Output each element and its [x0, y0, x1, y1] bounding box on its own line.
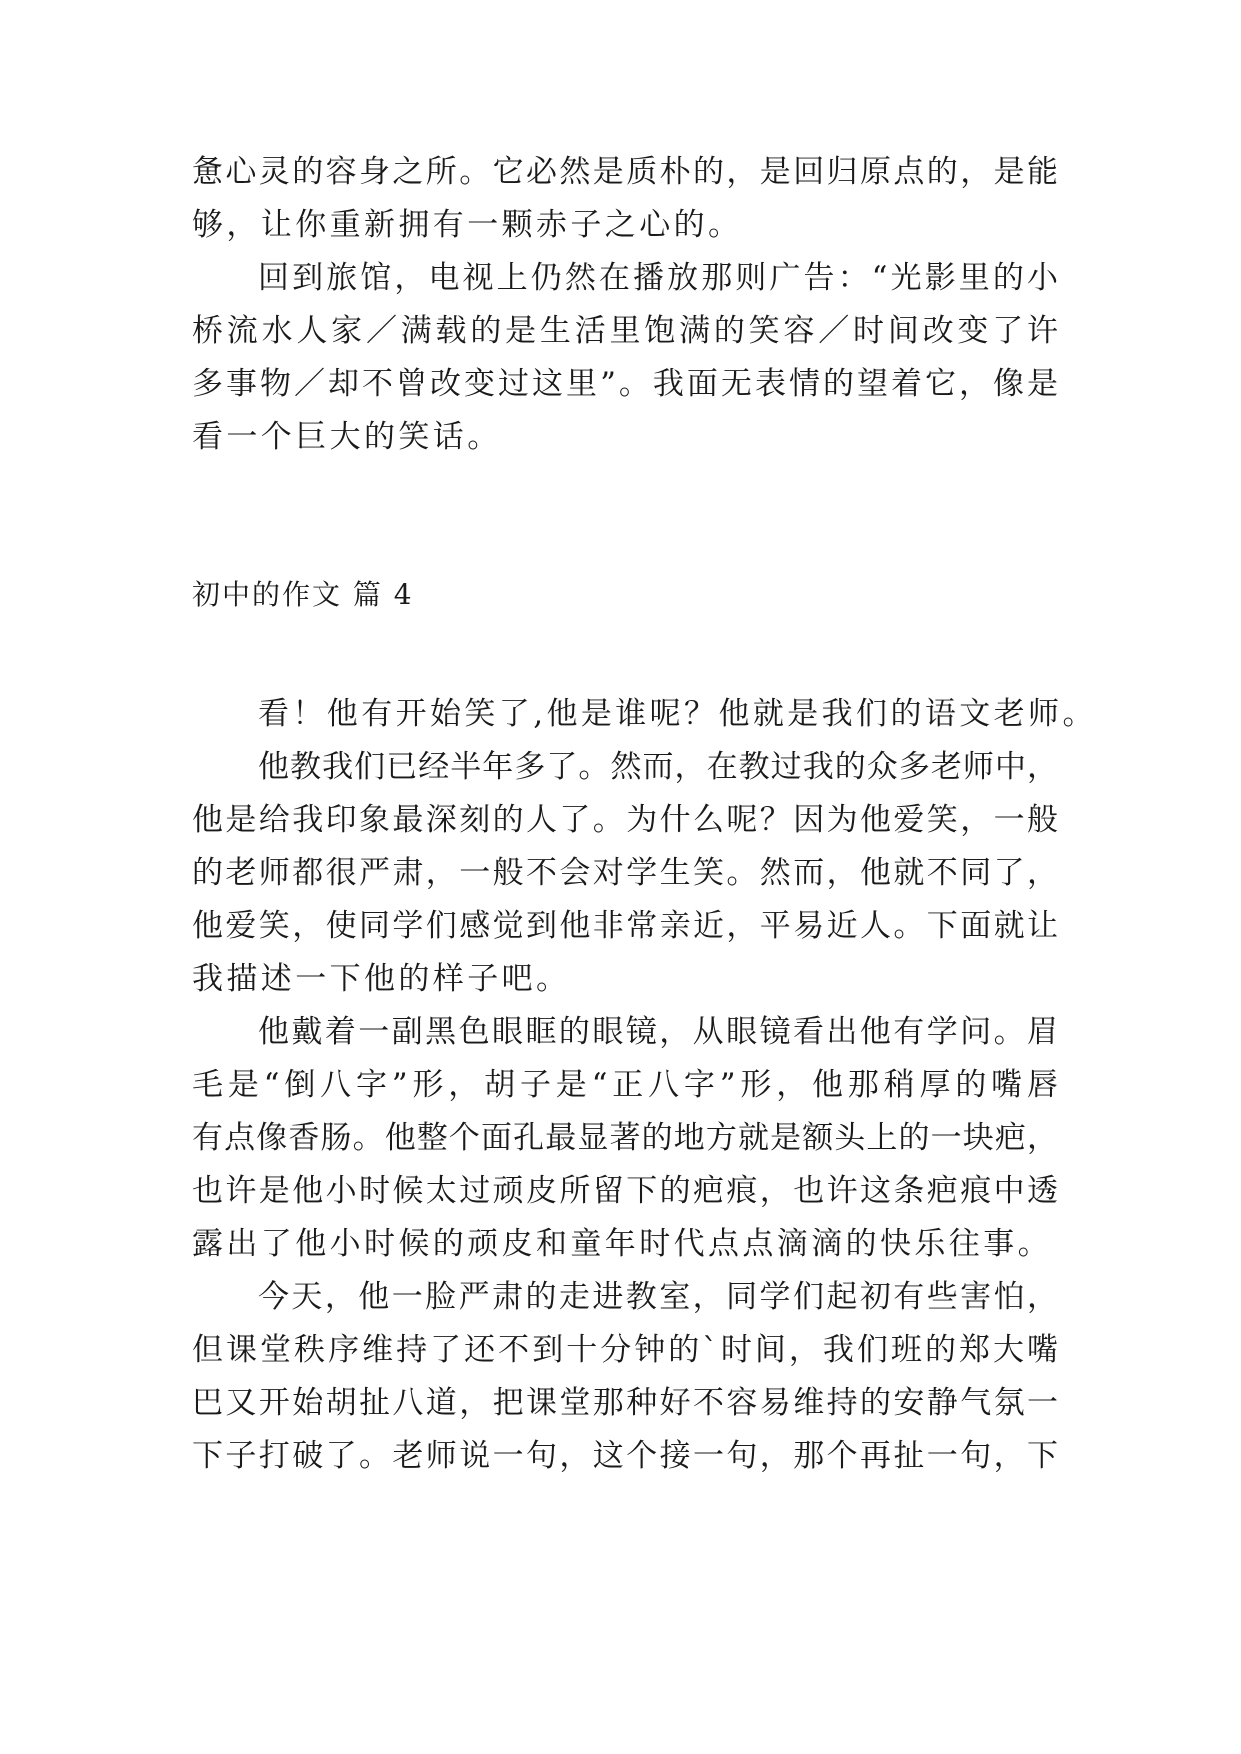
section-heading: 初中的作文 篇 4 [192, 578, 414, 611]
paragraph-line: 惫心灵的容身之所。它必然是质朴的，是回归原点的，是能 [192, 154, 1058, 190]
paragraph-line: 但课堂秩序维持了还不到十分钟的`时间，我们班的郑大嘴 [192, 1332, 1058, 1368]
paragraph-line: 下子打破了。老师说一句，这个接一句，那个再扯一句，下 [192, 1438, 1058, 1474]
paragraph-line: 回到旅馆，电视上仍然在播放那则广告：“光影里的小 [258, 260, 1058, 296]
paragraph-line: 他教我们已经半年多了。然而，在教过我的众多老师中， [258, 749, 1058, 785]
paragraph-line: 看一个巨大的笑话。 [192, 419, 502, 455]
paragraph-line: 够，让你重新拥有一颗赤子之心的。 [192, 207, 743, 243]
paragraph-line: 的老师都很严肃，一般不会对学生笑。然而，他就不同了， [192, 855, 1058, 891]
paragraph-line: 看！他有开始笑了,他是谁呢？他就是我们的语文老师。 [258, 696, 1097, 732]
paragraph-line: 有点像香肠。他整个面孔最显著的地方就是额头上的一块疤， [192, 1120, 1058, 1156]
paragraph-line: 毛是“倒八字”形，胡子是“正八字”形，他那稍厚的嘴唇 [192, 1067, 1058, 1103]
paragraph-line: 我描述一下他的样子吧。 [192, 961, 571, 997]
paragraph-line: 多事物／却不曾改变过这里”。我面无表情的望着它，像是 [192, 366, 1058, 402]
paragraph-line: 他戴着一副黑色眼眶的眼镜，从眼镜看出他有学问。眉 [258, 1014, 1058, 1050]
paragraph-line: 露出了他小时候的顽皮和童年时代点点滴滴的快乐往事。 [192, 1226, 1052, 1262]
paragraph-line: 也许是他小时候太过顽皮所留下的疤痕，也许这条疤痕中透 [192, 1173, 1058, 1209]
paragraph-line: 桥流水人家／满载的是生活里饱满的笑容／时间改变了许 [192, 313, 1058, 349]
paragraph-line: 今天，他一脸严肃的走进教室，同学们起初有些害怕， [258, 1279, 1058, 1315]
paragraph-line: 巴又开始胡扯八道，把课堂那种好不容易维持的安静气氛一 [192, 1385, 1058, 1421]
paragraph-line: 他是给我印象最深刻的人了。为什么呢？因为他爱笑，一般 [192, 802, 1058, 838]
paragraph-line: 他爱笑，使同学们感觉到他非常亲近，平易近人。下面就让 [192, 908, 1058, 944]
